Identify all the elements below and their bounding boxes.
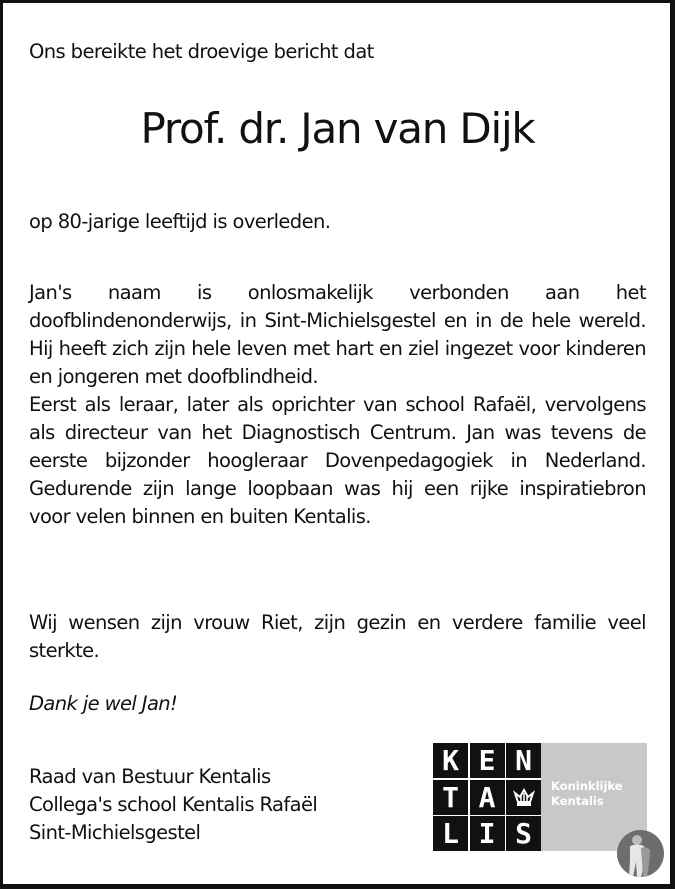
logo-letter: K xyxy=(433,743,468,778)
logo-letter: I xyxy=(470,816,505,851)
logo-letter: N xyxy=(506,743,541,778)
signatory-line: Sint-Michielsgestel xyxy=(29,821,201,844)
deceased-name: Prof. dr. Jan van Dijk xyxy=(140,104,535,153)
thanks-text: Dank je wel Jan! xyxy=(29,692,178,715)
body-paragraph: Jan's naam is onlosmakelijk verbonden aan het doofblindenonderwijs, in Sint-Michielsgestel en in de hele wereld. Hij heeft zich zijn hele leven met hart en ziel ingezet voor kinderen en jongeren met doofblindheid. xyxy=(29,281,646,388)
logo-letter: T xyxy=(433,780,468,815)
brand-line: Koninklijke xyxy=(551,779,623,793)
logo-letter-grid xyxy=(433,743,541,851)
logo-letter: A xyxy=(470,780,505,815)
body-text xyxy=(29,279,646,531)
signatories xyxy=(29,763,409,847)
age-line: op 80-jarige leeftijd is overleden. xyxy=(29,210,331,233)
logo-letter: S xyxy=(506,816,541,851)
people-embrace-icon xyxy=(617,830,664,877)
signatory-line: Raad van Bestuur Kentalis xyxy=(29,765,271,788)
logo-letter: E xyxy=(470,743,505,778)
condolence-text: Wij wensen zijn vrouw Riet, zijn gezin en verdere familie veel sterkte. xyxy=(29,611,646,662)
logo-letter: L xyxy=(433,816,468,851)
brand-line: Kentalis xyxy=(551,794,604,808)
kentalis-logo xyxy=(433,743,647,851)
crown-icon xyxy=(506,780,541,815)
body-paragraph: Eerst als leraar, later als oprichter van school Rafaël, vervolgens als directeur van het Diagnostisch Centrum. Jan was tevens de eerste bijzonder hoogleraar Dovenpedagogiek in Nederland. Gedurende zijn lange loopbaan was hij een rijke inspiratiebron voor velen binnen en buiten Kentalis. xyxy=(29,393,646,528)
logo-brand-text xyxy=(551,779,623,809)
signatory-line: Collega's school Kentalis Rafaël xyxy=(29,793,318,816)
intro-text: Ons bereikte het droevige bericht dat xyxy=(29,40,374,63)
